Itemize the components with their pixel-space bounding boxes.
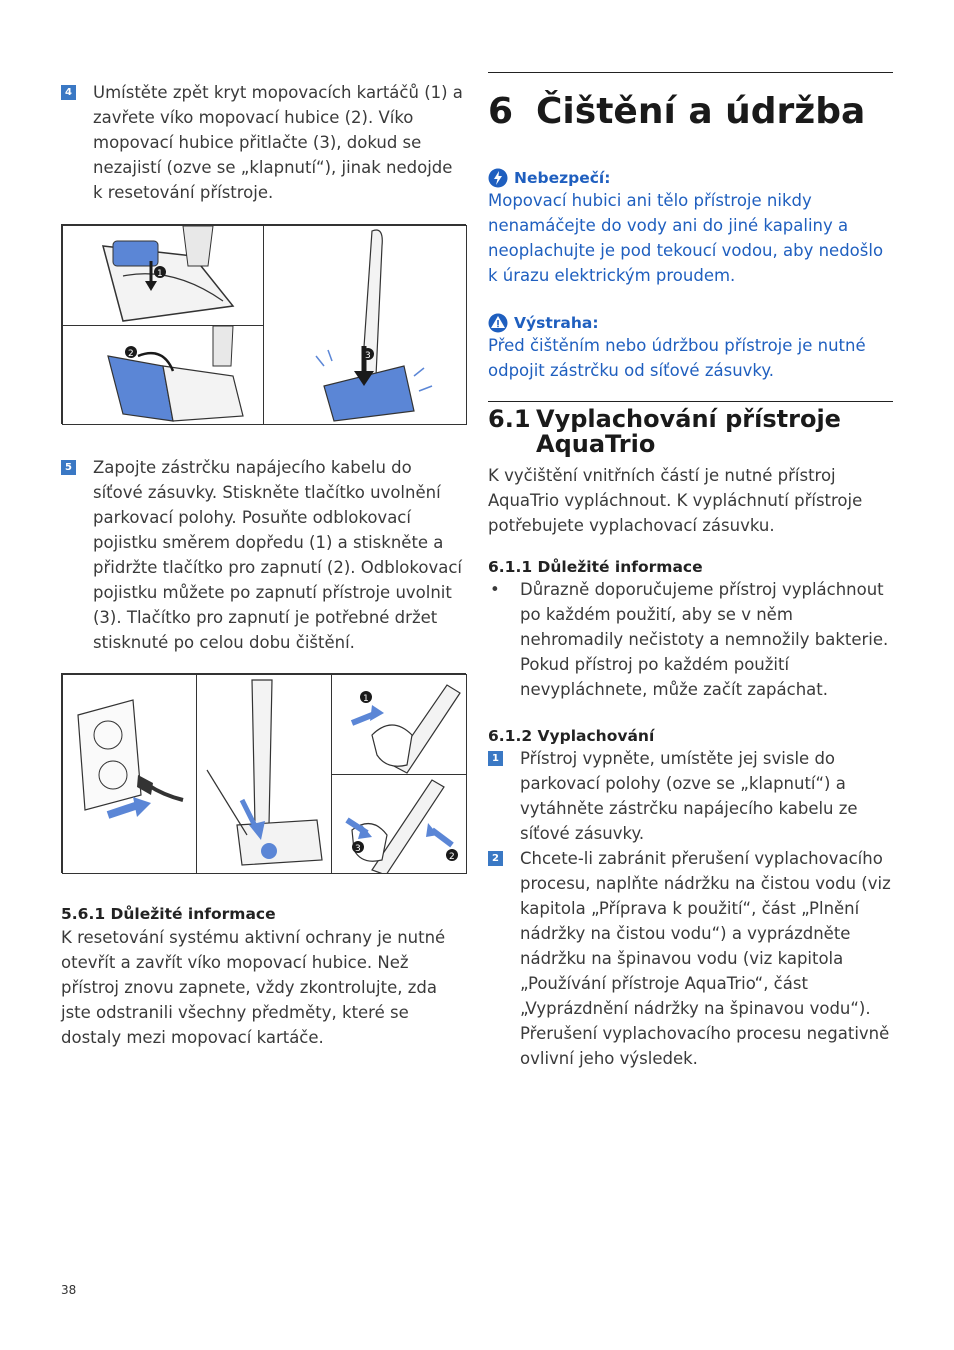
warning-icon	[488, 313, 508, 333]
warning-title: Výstraha:	[514, 314, 599, 332]
left-section	[61, 905, 466, 1050]
figure-label: 1	[363, 694, 369, 704]
section-text: K resetování systému aktivní ochrany je nutné otevřít a zavřít víko mopovací hubice. Než přístroj znovu zapnete, vždy zkontrolujte, zda jste odstranili všechny předměty, které se dostaly mezi mopovací kartáče.	[61, 928, 446, 1047]
figure-panel-unlock	[331, 674, 467, 775]
chapter-text: Čištění a údržba	[536, 91, 866, 132]
figure-panel-3	[263, 225, 467, 425]
chapter-title	[488, 91, 893, 132]
danger-notice	[488, 168, 893, 288]
page-number: 38	[61, 1283, 77, 1297]
step-number: 1	[488, 751, 503, 766]
section-heading: 5.6.1 Důležité informace	[61, 905, 276, 923]
section-title: Vyplachování přístroje AquaTrio	[536, 405, 841, 458]
section-rule	[488, 401, 893, 402]
section-intro: K vyčištění vnitřních částí je nutné přístroj AquaTrio vypláchnout. K vypláchnutí přístroje potřebujete vyplachovací zásuvku.	[488, 466, 863, 535]
step-4	[61, 80, 466, 205]
step-number: 4	[61, 85, 76, 100]
danger-text: Mopovací hubici ani tělo přístroje nikdy nenamáčejte do vody ani do jiné kapaliny a neoplachujte je pod tekoucí vodou, aby nedošlo k úrazu elektrickým proudem.	[488, 191, 884, 285]
section-number: 6.1	[488, 405, 531, 433]
danger-title: Nebezpečí:	[514, 169, 611, 187]
subsection-6-1-1: 6.1.1 Důležité informace	[488, 558, 703, 576]
figure-panel-socket	[62, 674, 197, 874]
figure-label: 2	[128, 349, 134, 359]
danger-icon	[488, 168, 508, 188]
step-2	[488, 846, 893, 1071]
slide-unlock-illustration	[332, 675, 467, 775]
figure-panel-press	[331, 774, 467, 874]
press-button-illustration	[332, 775, 467, 874]
subsection-6-1-2: 6.1.2 Vyplachování	[488, 727, 655, 745]
right-column	[488, 72, 893, 1071]
step-number: 5	[61, 460, 76, 475]
step-text: Chcete-li zabránit přerušení vyplachovacího procesu, naplňte nádržku na čistou vodu (viz kapitola „Příprava k použití“, část „Plnění nádržky na čistou vodu“) a vyprázdněte nádržku na špinavou vodu (viz kapitola „Používání přístroje AquaTrio“, část „Vyprázdnění nádržky na špinavou vodu“). Přerušení vyplachovacího procesu negativně ovlivní jeho výsledek.	[520, 849, 891, 1068]
bullet-text: Důrazně doporučujeme přístroj vypláchnout po každém použití, aby se v něm nehromadily nečistoty a nemnožily bakterie. Pokud přístroj po každém použití nevypláchnete, může začít zapáchat.	[520, 580, 889, 699]
warning-text: Před čištěním nebo údržbou přístroje je nutné odpojit zástrčku od síťové zásuvky.	[488, 336, 866, 380]
figure-label: 2	[449, 852, 455, 862]
wall-socket-illustration	[63, 675, 197, 874]
left-step5-wrap	[61, 455, 466, 655]
figure-label: 3	[365, 351, 371, 361]
mop-brush-cover-illustration	[63, 226, 264, 326]
step-1	[488, 746, 893, 846]
step-text: Umístěte zpět kryt mopovacích kartáčů (1) a zavřete víko mopovací hubice (2). Víko mopovací hubice přitlačte (3), dokud se nezajistí (ozve se „klapnutí“), jinak nedojde k resetování přístroje.	[93, 83, 463, 202]
figure-mop-lid	[61, 224, 466, 424]
press-lid-illustration	[264, 226, 467, 425]
step-5	[61, 455, 466, 655]
figure-panel-1	[62, 225, 264, 326]
step-number: 2	[488, 851, 503, 866]
chapter-number: 6	[488, 91, 514, 132]
bullet-item: • Důrazně doporučujeme přístroj vypláchnout po každém použití, aby se v něm nehromadily nečistoty a nemnožily bakterie. Pokud přístroj po každém použití nevypláchnete, může začít zapáchat.	[490, 580, 889, 699]
figure-label: 3	[355, 844, 361, 854]
figure-panel-appliance	[196, 674, 332, 874]
step-text: Zapojte zástrčku napájecího kabelu do síťové zásuvky. Stiskněte tlačítko uvolnění parkovací polohy. Posuňte odblokovací pojistku směrem dopředu (1) a stiskněte a přidržte tlačítko pro zapnutí (2). Odblokovací pojistku můžete po zapnutí přístroje uvolnit (3). Tlačítko pro zapnutí je potřebné držet stisknuté po celou dobu čištění.	[93, 458, 462, 652]
figure-label: 1	[157, 269, 163, 279]
step-text: Přístroj vypněte, umístěte jej svisle do parkovací polohy (ozve se „klapnutí“) a vytáhněte zástrčku napájecího kabelu ze síťové zásuvky.	[520, 749, 858, 843]
appliance-unlock-illustration	[197, 675, 332, 874]
mop-lid-close-illustration	[63, 326, 264, 425]
chapter-rule	[488, 72, 893, 73]
section-6-1-heading	[488, 407, 893, 457]
figure-panel-2	[62, 325, 264, 425]
warning-notice	[488, 313, 893, 383]
figure-power-on	[61, 673, 466, 873]
left-column	[61, 80, 466, 205]
